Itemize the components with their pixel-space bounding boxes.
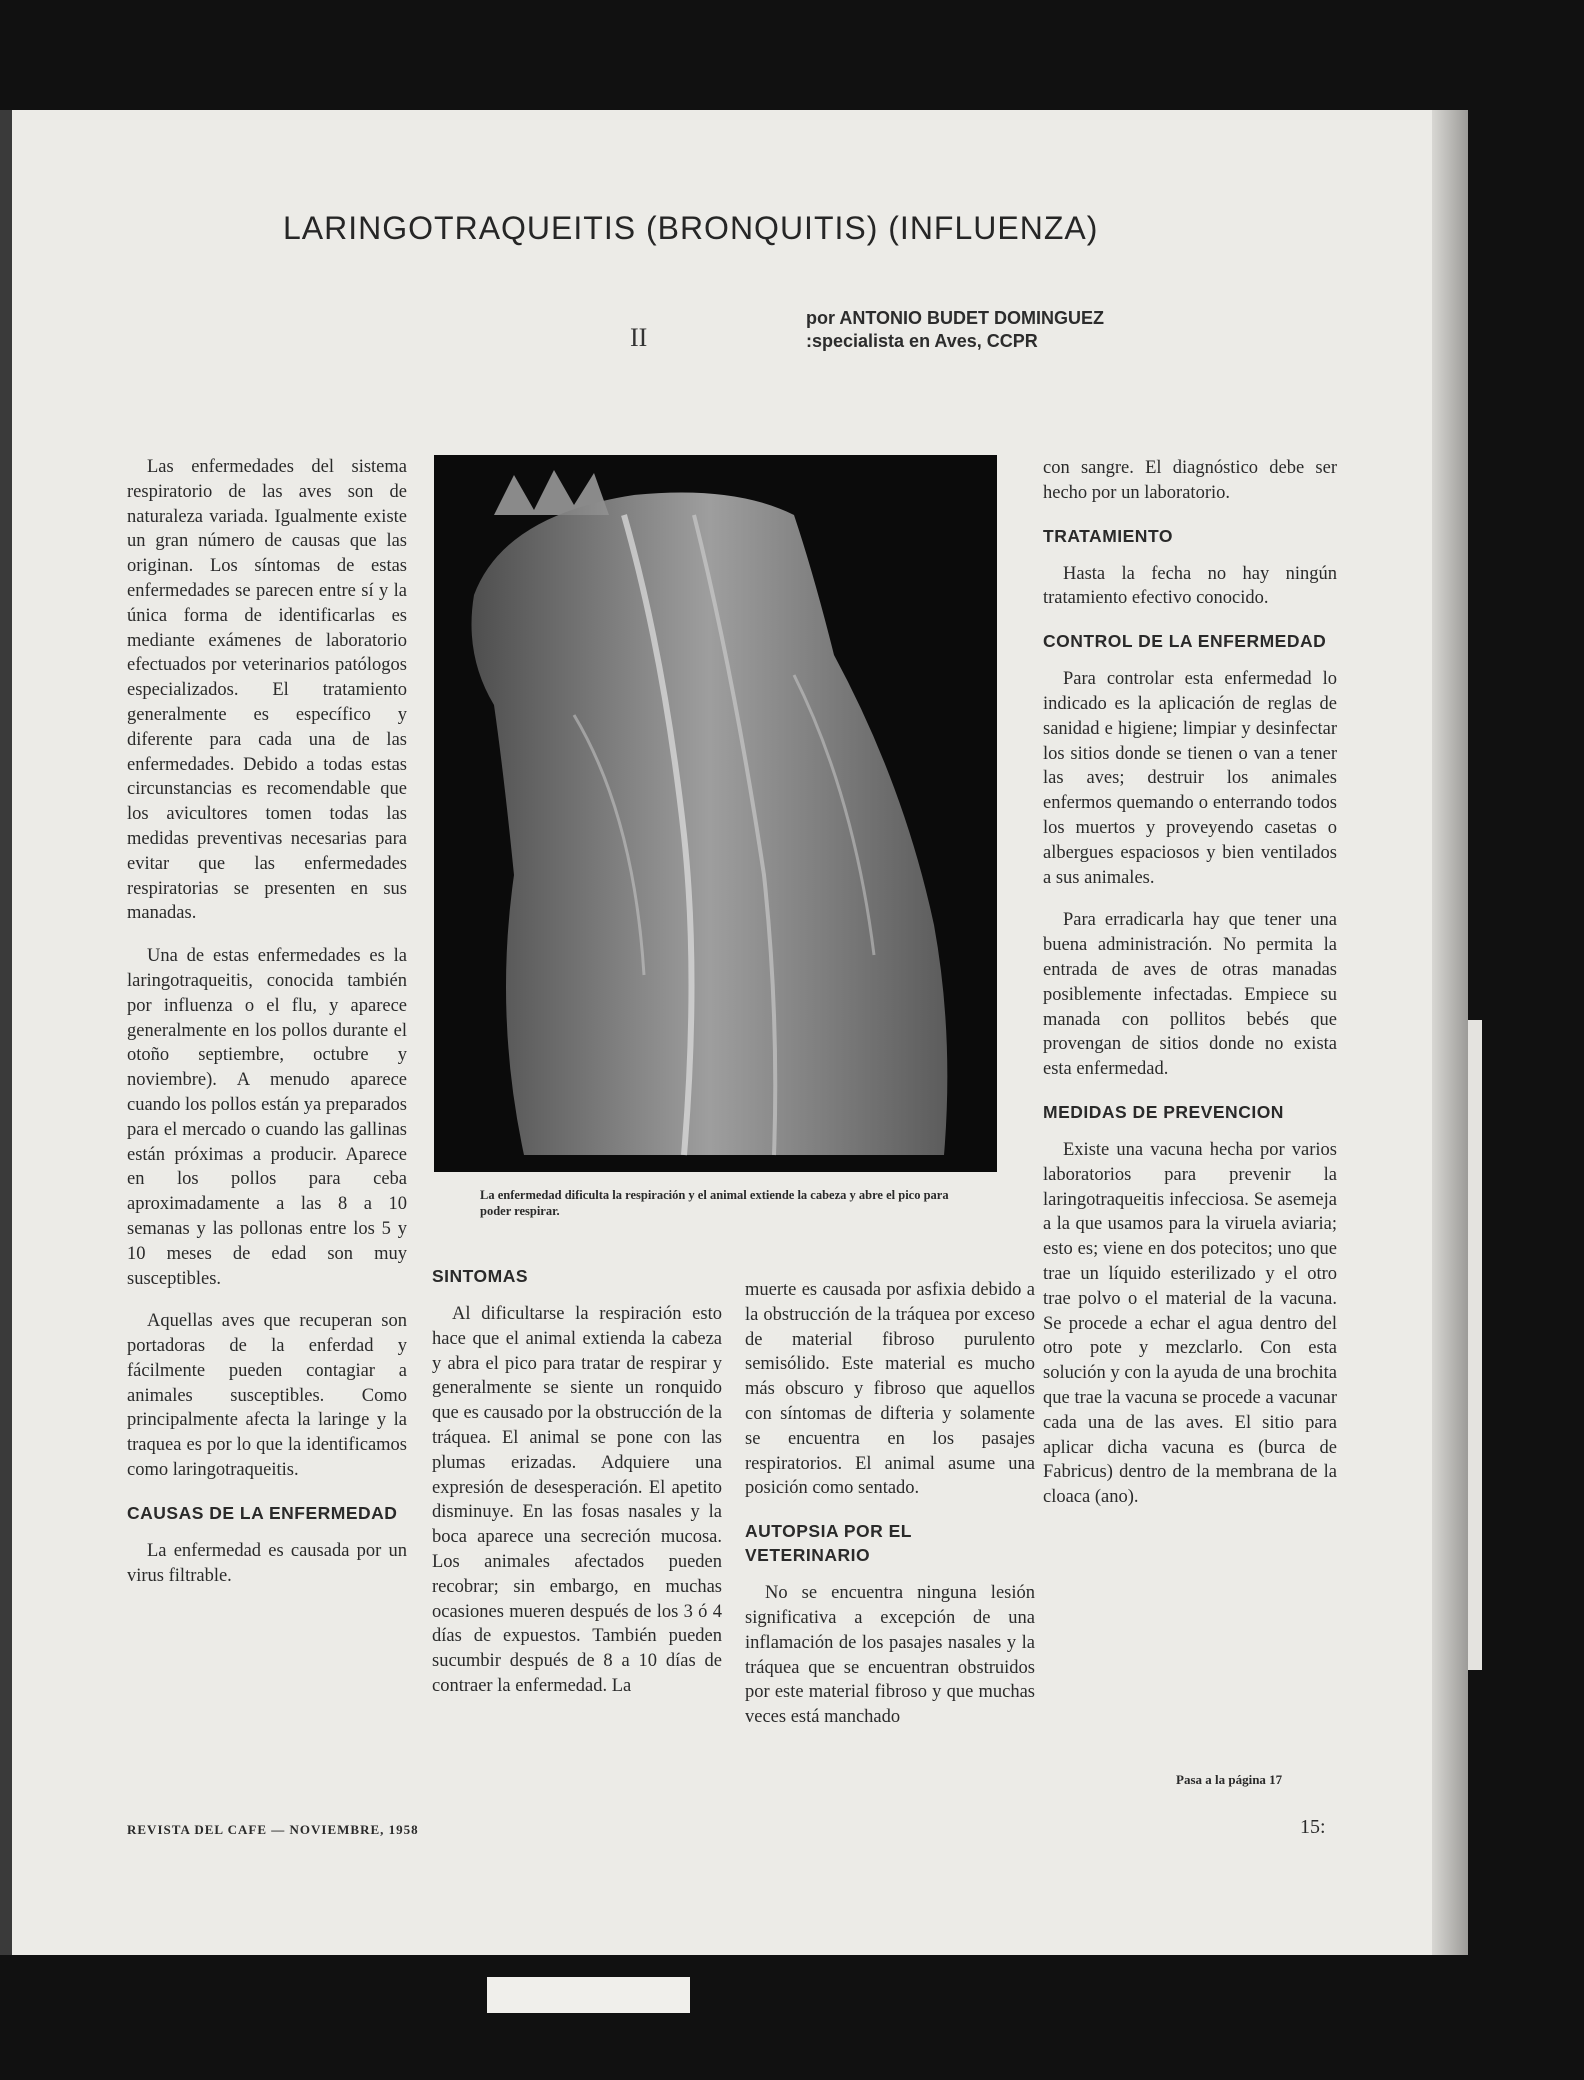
paragraph: Una de estas enfermedades es la laringotraqueitis, conocida también por influenza o el flu, y aparece generalmente en los pollos durante el otoño septiembre, octubre y noviembre). A menudo aparece cuando los pollos están ya preparados para el mercado o cuando las gallinas están próximas a producir. Aparece en los pollos para ceba aproximadamente a las 8 a 10 semanas y las pollonas entre los 5 y 10 meses de edad son muy susceptibles. — [127, 946, 407, 1289]
publication-footer: REVISTA DEL CAFE — NOVIEMBRE, 1958 — [127, 1822, 419, 1837]
paragraph: Hasta la fecha no hay ningún tratamiento efectivo conocido. — [1043, 563, 1337, 609]
paragraph: Para erradicarla hay que tener una buena administración. No permita la entrada de aves de otras manadas posiblemente infectadas. Empiece su manada con pollitos bebés que provengan de sitios donde no exista esta enfermedad. — [1043, 910, 1337, 1080]
paragraph: Para controlar esta enfermedad lo indicado es la aplicación de reglas de sanidad e higiene; limpiar y desinfectar los sitios donde se tienen o van a tener las aves; destruir los animales enfermos quemando o enterrando todos los muertos y proveyendo casetas o albergues espaciosos y bien ventilados a sus animales. — [1043, 669, 1337, 888]
byline — [806, 307, 1104, 353]
continued-note: Pasa a la página 17 — [1176, 1772, 1283, 1787]
article-part-number: II — [630, 323, 648, 352]
paragraph: Aquellas aves que recuperan son portadoras de la enferdad y fácilmente pueden contagiar a animales susceptibles. Como principalmente afecta la laringe y la traquea es por lo que la identificamos como laringotraqueitis. — [127, 1311, 407, 1481]
photo-caption: La enfermedad dificulta la respiración y el animal extiende la cabeza y abre el pico para poder respirar. — [480, 1188, 949, 1218]
paragraph: con sangre. El diagnóstico debe ser hecho por un laboratorio. — [1043, 458, 1337, 503]
section-heading-prevencion: MEDIDAS DE PREVENCION — [1043, 1101, 1284, 1122]
paragraph: Al dificultarse la respiración esto hace que el animal extienda la cabeza y abra el pico para tratar de respirar y generalmente se siente un ronquido que es causado por la obstrucción de la tráquea. El animal se pone con las plumas erizadas. Adquiere una expresión de desesperación. El apetito disminuye. En las fosas nasales y la boca aparece una secreción mucosa. Los animales afectados pueden recobrar; sin embargo, en muchas ocasiones mueren después de los 3 ó 4 días de expuestos. También pueden sucumbir después de 8 a 10 días de contraer la enfermedad. La — [432, 1304, 722, 1696]
article-title: LARINGOTRAQUEITIS (BRONQUITIS) (INFLUENZA) — [283, 210, 1099, 246]
section-heading-tratamiento: TRATAMIENTO — [1043, 525, 1173, 546]
rooster-illustration — [434, 455, 997, 1172]
paragraph: Las enfermedades del sistema respiratorio de las aves son de naturaleza variada. Igualmente existe un gran número de causas que las originan. Los síntomas de estas enfermedades se parecen entre sí y la única forma de identificarlas es mediante exámenes de laboratorio efectuados por veterinarios patólogos especializados. El tratamiento generalmente es específico y diferente para cada una de las enfermedades. Debido a todas estas circunstancias es recomendable que los avicultores tomen todas las medidas preventivas necesarias para evitar que las enfermedades respiratorias se presenten en sus manadas. — [127, 457, 407, 924]
author-title: :specialista en Aves, CCPR — [806, 331, 1038, 351]
column-1 — [127, 455, 407, 1606]
paragraph: La enfermedad es causada por un virus filtrable. — [127, 1540, 407, 1586]
paragraph: Existe una vacuna hecha por varios laboratorios para prevenir la laringotraqueitis infecciosa. Se asemeja a la que usamos para la viruela aviaria; esto es; viene en dos potecitos; uno que trae un líquido esterilizado y el otro trae polvo o el material de la vacuna. Se procede a echar el agua dentro del otro pote y mezclarlo. Con esta solución y con la ayuda de una brochita que trae la vacuna se procede a vacunar cada una de las aves. El sitio para aplicar dicha vacuna es (burca de Fabricus) dentro de la membrana de la cloaca (ano). — [1043, 1139, 1337, 1508]
archive-label — [487, 1977, 690, 2013]
left-edge-strip — [0, 110, 12, 1955]
section-heading-sintomas: SINTOMAS — [432, 1266, 529, 1286]
column-4 — [1043, 456, 1337, 1528]
column-2 — [432, 1258, 722, 1717]
author-line: por ANTONIO BUDET DOMINGUEZ — [806, 308, 1104, 328]
paragraph: muerte es causada por asfixia debido a la obstrucción de la tráquea por exceso de material fibroso purulento semisólido. Este material es mucho más obscuro y fibroso que aquellos con síntomas de difteria y solamente se encuentra en los pasajes respiratorios. El animal asume una posición como sentado. — [745, 1280, 1035, 1499]
page-tab — [1468, 1020, 1482, 1670]
page-edge-shadow — [1432, 110, 1468, 1955]
paragraph: No se encuentra ninguna lesión significativa a excepción de una inflamación de los pasajes nasales y la tráquea que se encuentran obstruidos por este material fibroso y que muchas veces está manchado — [745, 1583, 1035, 1728]
column-3 — [745, 1278, 1035, 1748]
section-heading-autopsia: AUTOPSIA POR EL VETERINARIO — [745, 1521, 912, 1566]
section-heading-control: CONTROL DE LA ENFERMEDAD — [1043, 631, 1327, 652]
page-number: 15: — [1300, 1816, 1326, 1838]
rooster-photo — [434, 455, 997, 1172]
section-heading-causas: CAUSAS DE LA ENFERMEDAD — [127, 1502, 398, 1523]
